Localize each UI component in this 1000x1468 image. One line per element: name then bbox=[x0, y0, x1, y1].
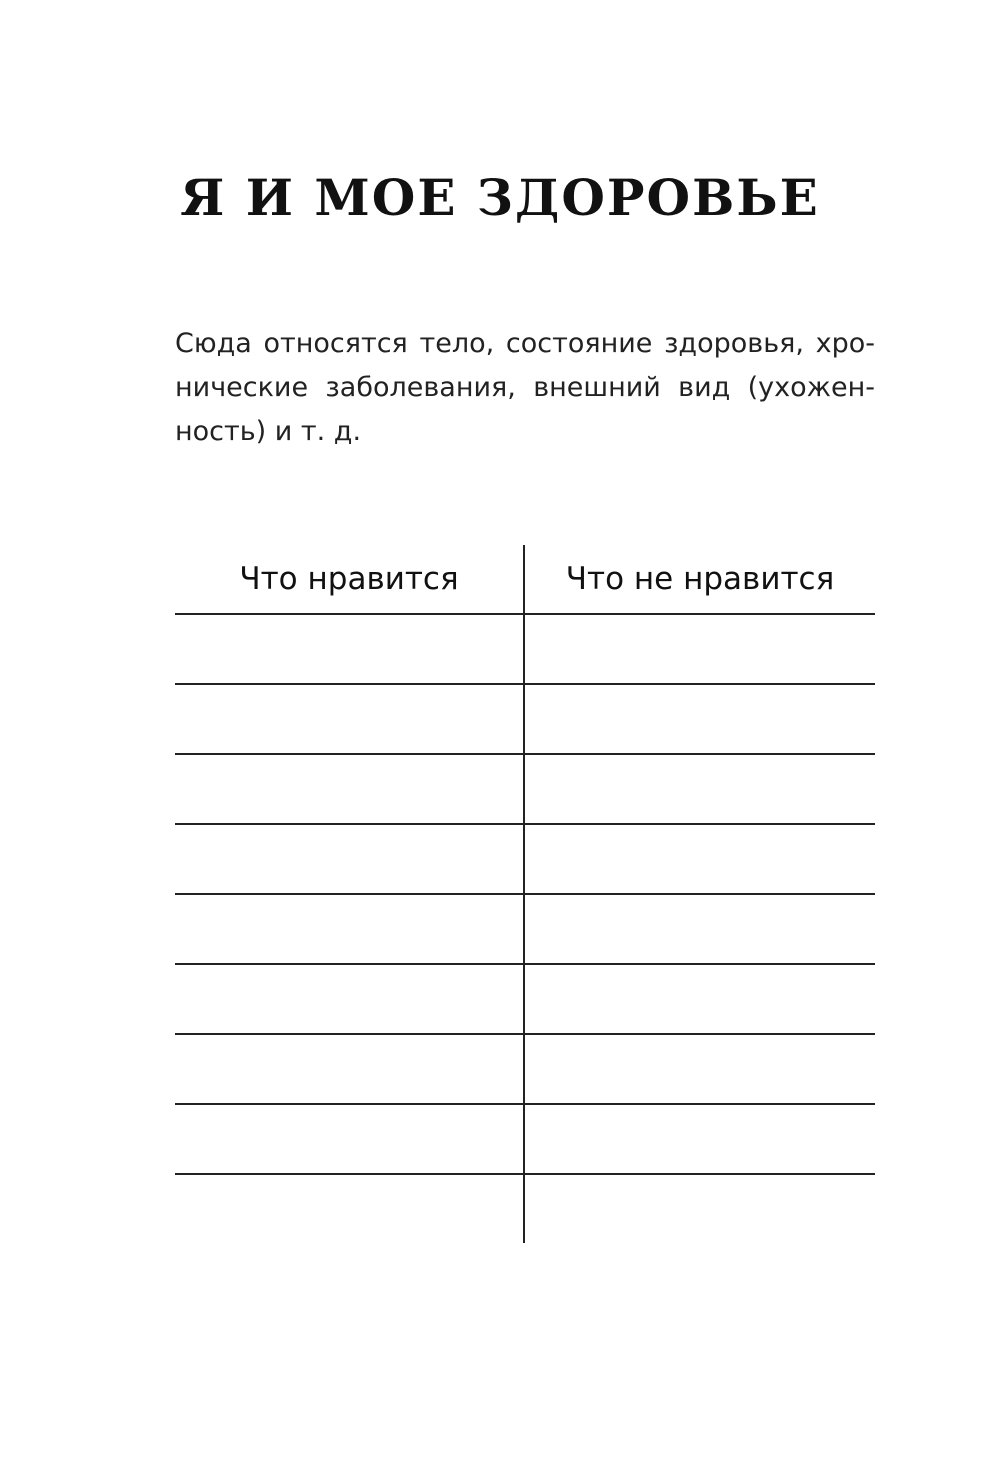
row-line bbox=[175, 753, 875, 755]
row-line bbox=[175, 1103, 875, 1105]
intro-line: Сюда относятся тело, состояние здоровья, хро- bbox=[175, 328, 875, 359]
row-line bbox=[175, 823, 875, 825]
intro-line: ность) и т. д. bbox=[175, 416, 362, 447]
row-line bbox=[175, 1033, 875, 1035]
page-title: Я И МОЕ ЗДОРОВЬЕ bbox=[180, 168, 820, 227]
column-header-dislikes: Что не нравится bbox=[565, 561, 835, 597]
row-line bbox=[175, 683, 875, 685]
row-line bbox=[175, 963, 875, 965]
intro-line: нические заболевания, внешний вид (ухожен- bbox=[175, 372, 875, 403]
intro-paragraph bbox=[175, 322, 875, 454]
row-line bbox=[175, 613, 875, 615]
row-line bbox=[175, 893, 875, 895]
likes-dislikes-table bbox=[175, 545, 875, 1243]
row-line bbox=[175, 1173, 875, 1175]
column-header-likes: Что нравится bbox=[239, 561, 459, 597]
